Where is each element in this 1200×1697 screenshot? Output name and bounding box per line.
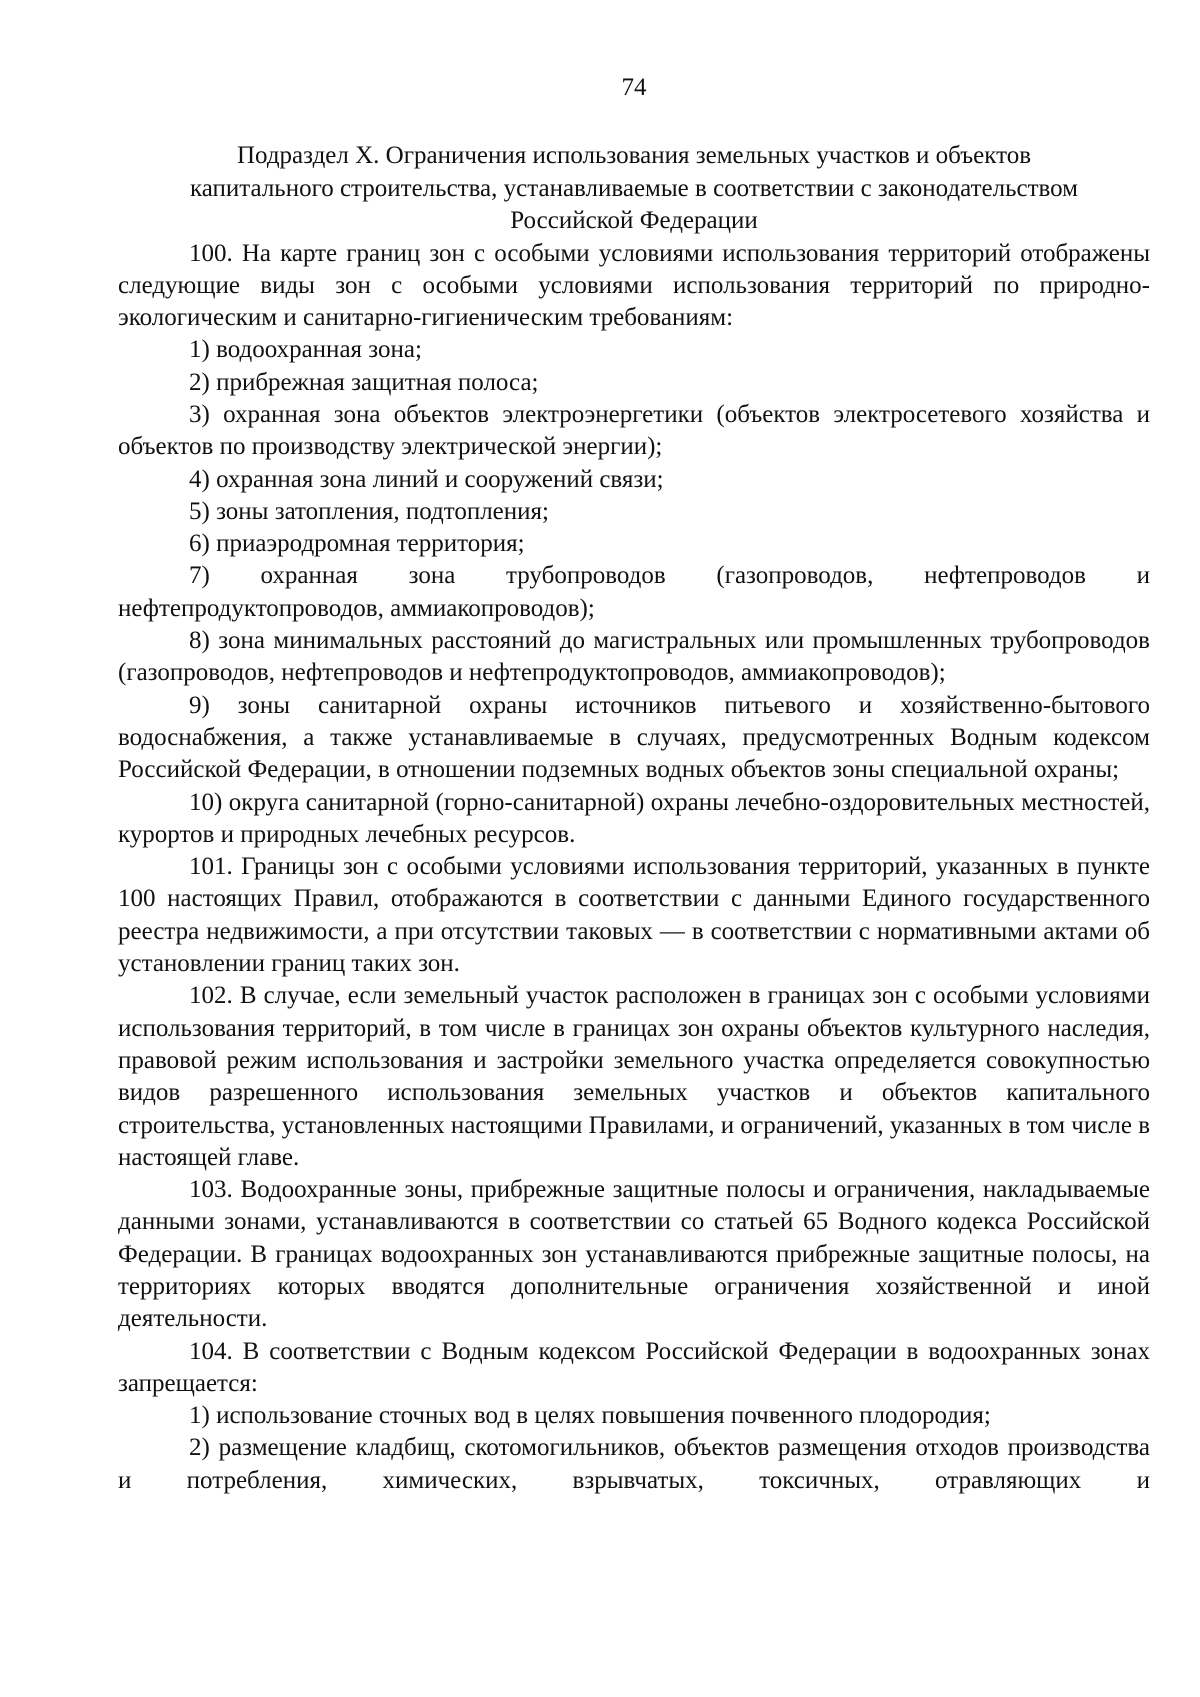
list-item: 5) зоны затопления, подтопления; (189, 497, 549, 525)
list-item: 8) зона минимальных расстояний до магистральных или промышленных трубопроводов (газопроводов, нефтепроводов и нефтепродуктопроводов, аммиакопроводов); (118, 627, 1150, 687)
list-item: 2) размещение кладбищ, скотомогильников, объектов размещения отходов производства и потребления, химических, взрывчатых, токсичных, отравляющих и (118, 1434, 1150, 1494)
list-item: 4) охранная зона линий и сооружений связи; (189, 465, 664, 493)
paragraph-102: 102. В случае, если земельный участок расположен в границах зон с особыми условиями использования территорий, в том числе в границах зон охраны объектов культурного наследия, правовой режим использования и застройки земельного участка определяется совокупностью видов разрешенного использования земельных участков и объектов капитального строительства, установленных настоящими Правилами, и ограничений, указанных в том числе в настоящей главе. (118, 982, 1150, 1171)
section-title (118, 140, 1150, 238)
document-body (118, 238, 1150, 1498)
list-item: 6) приаэродромная территория; (189, 530, 525, 558)
list-item: 7) охранная зона трубопроводов (газопроводов, нефтепроводов и нефтепродуктопроводов, аммиакопроводов); (118, 562, 1150, 622)
list-item: 2) прибрежная защитная полоса; (189, 368, 539, 396)
page-number: 74 (621, 74, 647, 101)
list-item: 1) использование сточных вод в целях повышения почвенного плодородия; (189, 1402, 991, 1430)
paragraph-103: 103. Водоохранные зоны, прибрежные защитные полосы и ограничения, накладываемые данными зонами, устанавливаются в соответствии со статьей 65 Водного кодекса Российской Федерации. В границах водоохранных зон устанавливаются прибрежные защитные полосы, на территориях которых вводятся дополнительные ограничения хозяйственной и иной деятельности. (118, 1176, 1150, 1333)
paragraph-100: 100. На карте границ зон с особыми условиями использования территорий отображены следующие виды зон с особыми условиями использования территорий по природно-экологическим и санитарно-гигиеническим требованиям: (118, 239, 1150, 332)
section-title-line: капитального строительства, устанавливаемые в соответствии с законодательством (189, 174, 1078, 202)
section-title-line: Российской Федерации (510, 207, 758, 234)
list-item: 9) зоны санитарной охраны источников питьевого и хозяйственно-бытового водоснабжения, а также устанавливаемые в случаях, предусмотренных Водным кодексом Российской Федерации, в отношении подземных водных объектов зоны специальной охраны; (118, 691, 1150, 784)
list-item: 10) округа санитарной (горно-санитарной) охраны лечебно-оздоровительных местностей, курортов и природных лечебных ресурсов. (118, 788, 1150, 848)
section-title-line: Подраздел X. Ограничения использования земельных участков и объектов (237, 142, 1031, 169)
paragraph-104: 104. В соответствии с Водным кодексом Российской Федерации в водоохранных зонах запрещается: (118, 1337, 1150, 1397)
list-item: 1) водоохранная зона; (189, 336, 422, 364)
paragraph-101: 101. Границы зон с особыми условиями использования территорий, указанных в пункте 100 настоящих Правил, отображаются в соответствии с данными Единого государственного реестра недвижимости, а при отсутствии таковых — в соответствии с нормативными актами об установлении границ таких зон. (118, 853, 1150, 978)
list-item: 3) охранная зона объектов электроэнергетики (объектов электросетевого хозяйства и объектов по производству электрической энергии); (118, 400, 1150, 461)
